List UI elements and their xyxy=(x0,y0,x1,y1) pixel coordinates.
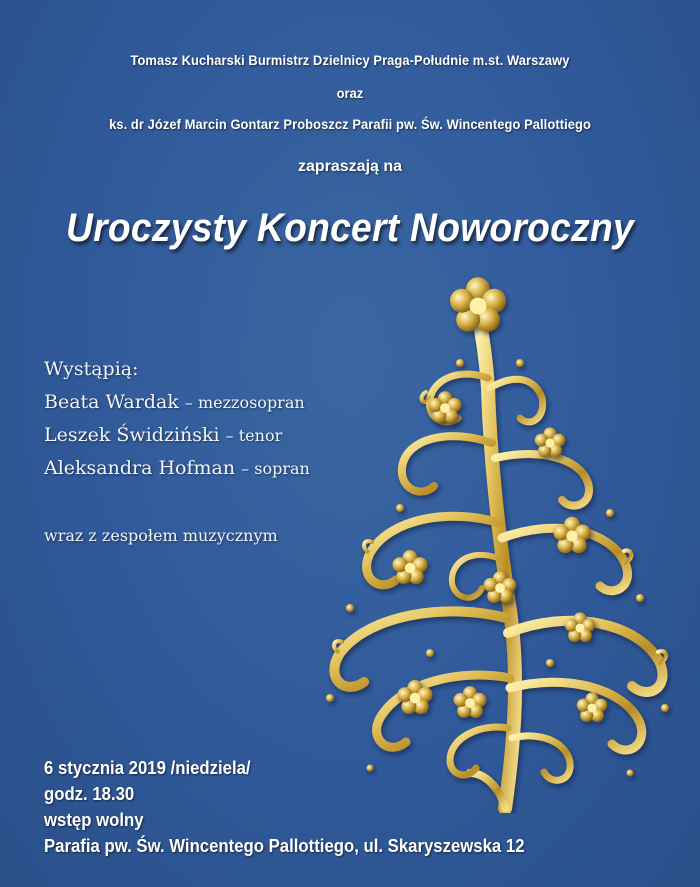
snowflake-flower-icon xyxy=(577,692,607,722)
performer-role: – sopran xyxy=(241,459,310,478)
performer-row xyxy=(44,457,310,479)
performer-name: Beata Wardak xyxy=(44,391,179,413)
performer-role: – mezzosopran xyxy=(184,393,305,412)
snowflake-flower-icon xyxy=(454,686,487,718)
organizer-line-2: oraz xyxy=(336,85,364,101)
snowflake-flower-icon xyxy=(553,517,590,553)
ensemble-text: wraz z zespołem muzycznym xyxy=(44,526,278,545)
event-details xyxy=(44,755,525,859)
invite-text: zapraszają na xyxy=(297,158,403,175)
golden-christmas-tree-icon xyxy=(310,268,680,813)
event-date: 6 stycznia 2019 /niedziela/ xyxy=(44,758,251,778)
snowflake-flower-icon xyxy=(392,550,427,584)
performers-heading: Wystąpią: xyxy=(44,358,139,380)
concert-title: Uroczysty Koncert Noworoczny xyxy=(66,206,634,250)
performer-row xyxy=(44,391,310,413)
event-time: godz. 18.30 xyxy=(44,784,135,804)
performer-name: Aleksandra Hofman xyxy=(44,457,236,479)
performer-name: Leszek Świdziński xyxy=(44,424,220,446)
snowflake-flower-icon xyxy=(535,427,565,457)
organizer-line-3: ks. dr Józef Marcin Gontarz Proboszcz Parafii pw. Św. Wincentego Pallottiego xyxy=(109,116,591,132)
organizer-line-1: Tomasz Kucharski Burmistrz Dzielnicy Praga-Południe m.st. Warszawy xyxy=(130,52,570,68)
event-admission: wstęp wolny xyxy=(44,810,144,830)
performer-role: – tenor xyxy=(225,426,283,445)
snowflake-flower-icon xyxy=(450,277,506,331)
performers-block xyxy=(44,358,310,490)
performer-row xyxy=(44,424,310,446)
event-venue: Parafia pw. Św. Wincentego Pallottiego, ul. Skaryszewska 12 xyxy=(44,836,525,856)
